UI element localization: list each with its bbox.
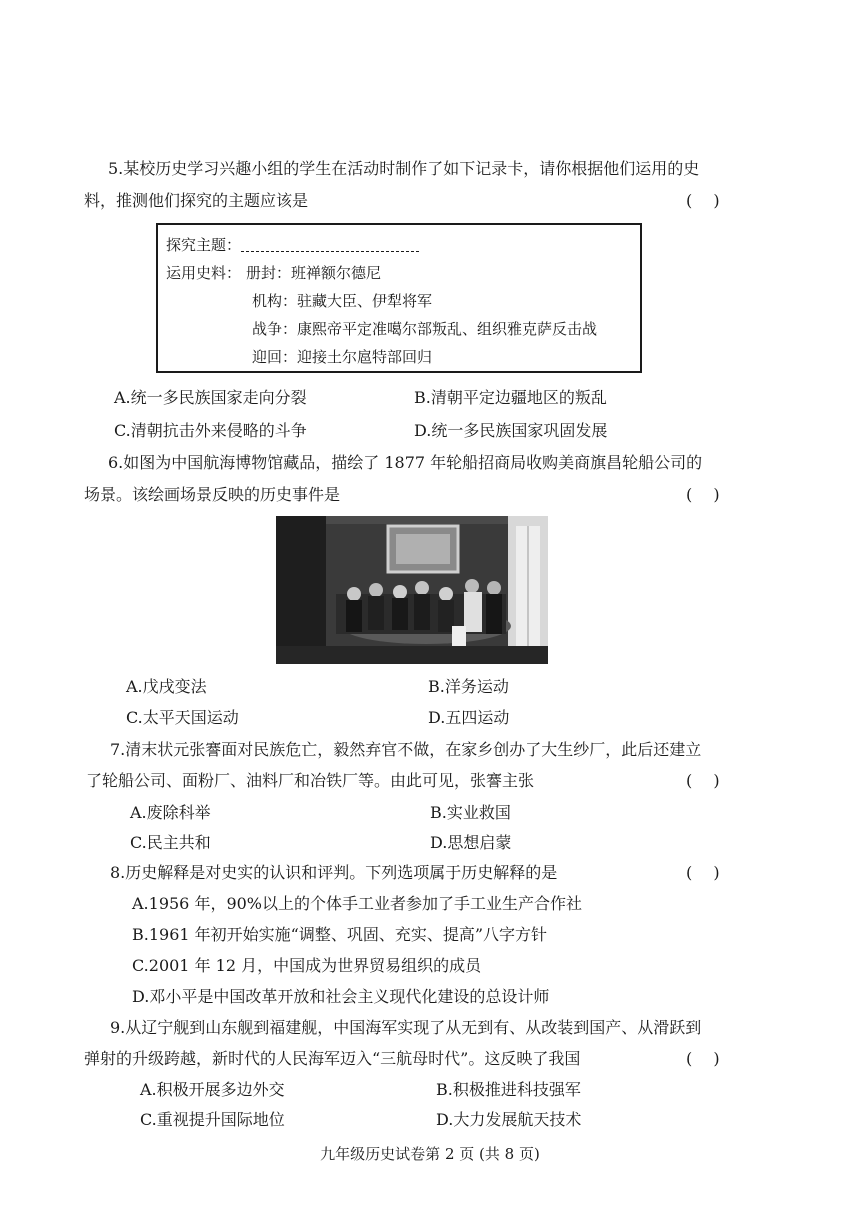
- q7-option-a[interactable]: A.废除科举: [130, 803, 211, 822]
- q7-stem-line-1: 7.清末状元张謇面对民族危亡，毅然弃官不做，在家乡创办了大生纱厂，此后还建立: [110, 740, 702, 759]
- q7-answer-parens: ( ): [686, 771, 720, 790]
- q9-stem-line-1: 9.从辽宁舰到山东舰到福建舰，中国海军实现了从无到有、从改装到国产、从滑跃到: [110, 1018, 702, 1037]
- card-row-wars: 战争：康熙帝平定准噶尔部叛乱、组织雅克萨反击战: [252, 320, 598, 338]
- page-footer: 九年级历史试卷第 2 页 (共 8 页): [320, 1145, 540, 1163]
- q6-option-b[interactable]: B.洋务运动: [428, 677, 509, 696]
- topic-blank-line: [241, 239, 419, 252]
- q9-option-a[interactable]: A.积极开展多边外交: [140, 1080, 285, 1099]
- q6-stem-line-1: 6.如图为中国航海博物馆藏品，描绘了 1877 年轮船招商局收购美商旗昌轮船公司的: [108, 453, 703, 472]
- painting-illustration: [276, 516, 548, 664]
- q5-option-d[interactable]: D.统一多民族国家巩固发展: [414, 421, 608, 440]
- museum-painting-image: [276, 516, 548, 664]
- q8-answer-parens: ( ): [686, 863, 720, 882]
- q8-stem: 8.历史解释是对史实的认识和评判。下列选项属于历史解释的是: [110, 863, 558, 882]
- q9-option-d[interactable]: D.大力发展航天技术: [436, 1110, 582, 1129]
- q8-option-b[interactable]: B.1961 年初开始实施“调整、巩固、充实、提高”八字方针: [132, 925, 548, 944]
- q9-option-c[interactable]: C.重视提升国际地位: [140, 1110, 285, 1129]
- card-topic-label: 探究主题：: [166, 236, 242, 254]
- q5-option-c[interactable]: C.清朝抗击外来侵略的斗争: [114, 421, 307, 440]
- q7-option-c[interactable]: C.民主共和: [130, 833, 211, 852]
- q5-answer-parens: ( ): [686, 191, 720, 210]
- q6-option-c[interactable]: C.太平天国运动: [126, 708, 239, 727]
- q6-answer-parens: ( ): [686, 485, 720, 504]
- q7-option-b[interactable]: B.实业救国: [430, 803, 511, 822]
- card-materials-label: 运用史料：: [166, 264, 242, 282]
- card-row-return: 迎回：迎接土尔扈特部回归: [252, 348, 433, 366]
- q8-option-d[interactable]: D.邓小平是中国改革开放和社会主义现代化建设的总设计师: [132, 987, 550, 1006]
- q6-stem-line-2: 场景。该绘画场景反映的历史事件是: [84, 485, 341, 504]
- q8-option-a[interactable]: A.1956 年，90%以上的个体手工业者参加了手工业生产合作社: [132, 894, 583, 913]
- q9-option-b[interactable]: B.积极推进科技强军: [436, 1080, 581, 1099]
- q6-option-d[interactable]: D.五四运动: [428, 708, 510, 727]
- q8-option-c[interactable]: C.2001 年 12 月，中国成为世界贸易组织的成员: [132, 956, 482, 975]
- q9-stem-line-2: 弹射的升级跨越，新时代的人民海军迈入“三航母时代”。这反映了我国: [84, 1049, 581, 1068]
- card-row-institutions: 机构：驻藏大臣、伊犁将军: [252, 292, 433, 310]
- q5-stem-line-2: 料，推测他们探究的主题应该是: [84, 191, 309, 210]
- q7-stem-line-2: 了轮船公司、面粉厂、油料厂和冶铁厂等。由此可见，张謇主张: [86, 771, 535, 790]
- q5-option-a[interactable]: A.统一多民族国家走向分裂: [114, 388, 307, 407]
- q7-option-d[interactable]: D.思想启蒙: [430, 833, 512, 852]
- record-card: [156, 223, 642, 373]
- q9-answer-parens: ( ): [686, 1049, 720, 1068]
- q6-option-a[interactable]: A.戊戌变法: [126, 677, 207, 696]
- q5-stem-line-1: 5.某校历史学习兴趣小组的学生在活动时制作了如下记录卡，请你根据他们运用的史: [108, 159, 700, 178]
- card-row-enfeoffment: 册封：班禅额尔德尼: [246, 264, 382, 282]
- card-topic-row: [166, 235, 419, 255]
- q5-option-b[interactable]: B.清朝平定边疆地区的叛乱: [414, 388, 607, 407]
